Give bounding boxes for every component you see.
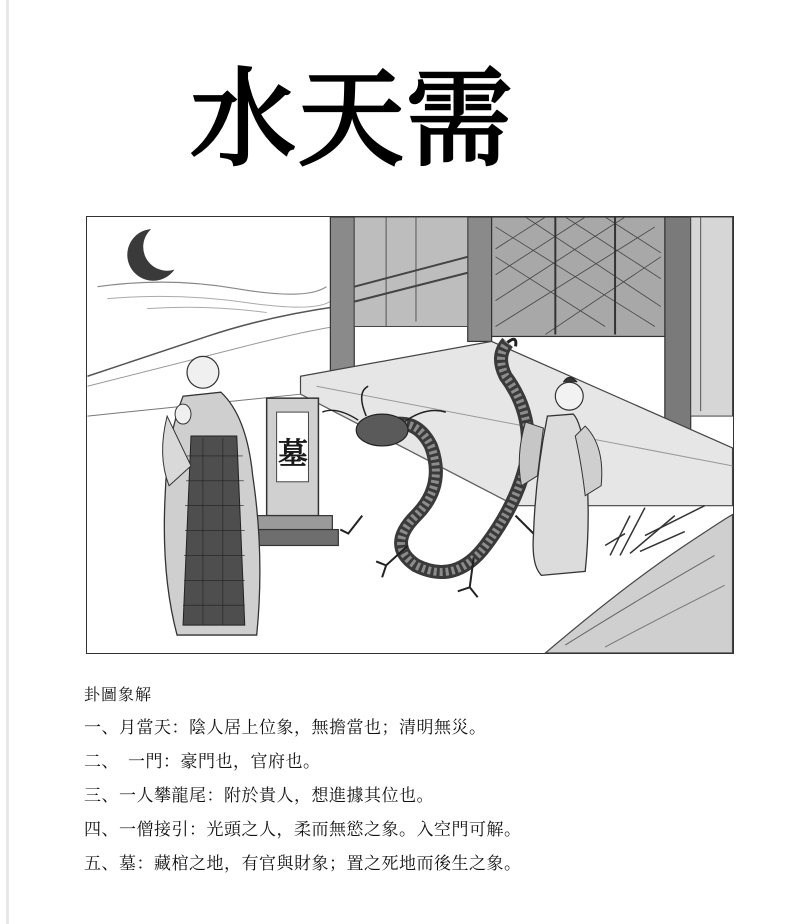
legend-item-4: 四、一僧接引：光頭之人，柔而無慾之象。入空門可解。 <box>84 820 522 840</box>
monk-figure <box>163 356 260 635</box>
illustration-drawing <box>87 217 733 653</box>
tombstone-inscription: 墓 <box>278 437 308 472</box>
legend-item-2: 二、 一門：豪門也，官府也。 <box>84 752 321 772</box>
crescent-moon <box>127 223 191 281</box>
hexagram-legend <box>84 683 784 885</box>
hexagram-illustration <box>86 216 734 654</box>
hexagram-title: 水天需 <box>190 58 514 181</box>
legend-heading: 卦圖象解 <box>84 685 153 704</box>
gate-building <box>301 217 733 506</box>
legend-item-5: 五、墓：藏棺之地，有官與財象；置之死地而後生之象。 <box>84 854 522 874</box>
legend-item-3: 三、一人攀龍尾：附於貴人，想進據其位也。 <box>84 786 434 806</box>
legend-item-1: 一、月當天：陰人居上位象，無擔當也；清明無災。 <box>84 718 487 738</box>
page-edge-rule <box>6 0 9 924</box>
